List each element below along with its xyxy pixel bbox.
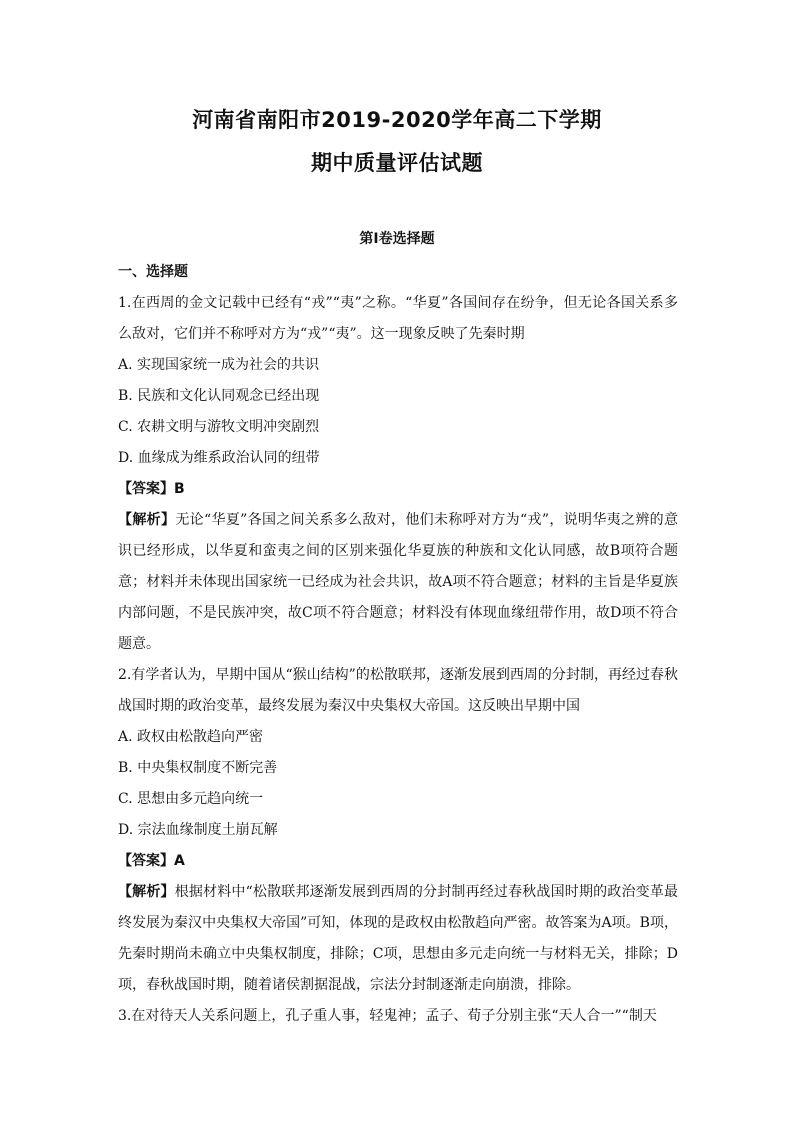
question-2-option-d: D. 宗法血缘制度土崩瓦解 [118,822,278,838]
section-title: 第Ⅰ卷选择题 [359,231,435,247]
question-2-analysis [118,877,678,1001]
question-2-option-b: B. 中央集权制度不断完善 [118,760,278,776]
question-1-option-d: D. 血缘成为维系政治认同的纽带 [118,450,320,466]
question-1-answer: 【答案】B [118,481,185,497]
part-heading: 一、选择题 [118,264,188,280]
document-title-line1: 河南省南阳市2019-2020学年高二下学期 [192,108,602,132]
analysis-text: 无论“华夏”各国之间关系多么敌对，他们未称呼对方为“戎”，说明华夷之辨的意识已经形成，以华夏和蛮夷之间的区别来强化华夏族的种族和文化认同感，故B项符合题意；材料并未体现出国家统一已经成为社会共识，故A项不符合题意；材料的主旨是华夏族内部问题，不是民族冲突，故C项不符合题意；材料没有体现血缘纽带作用，故D项不符合题意。 [118,512,678,652]
question-2-stem: 2.有学者认为，早期中国从“猴山结构”的松散联邦，逐渐发展到西周的分封制，再经过春秋战国时期的政治变革，最终发展为秦汉中央集权大帝国。这反映出早期中国 [118,667,678,714]
question-1-stem: 1.在西周的金文记载中已经有“戎”“夷”之称。“华夏”各国间存在纷争，但无论各国关系多么敌对，它们并不称呼对方为“戎”“夷”。这一现象反映了先秦时期 [118,295,678,342]
question-1-option-c: C. 农耕文明与游牧文明冲突剧烈 [118,419,320,435]
question-1-option-a: A. 实现国家统一成为社会的共识 [118,357,320,373]
analysis-label: 【解析】 [118,512,176,528]
document-title-line2: 期中质量评估试题 [311,151,483,175]
document-body [118,257,678,1032]
analysis-label: 【解析】 [118,884,175,900]
question-2-option-c: C. 思想由多元趋向统一 [118,791,264,807]
question-1-analysis [118,505,678,660]
analysis-text: 根据材料中“松散联邦逐渐发展到西周的分封制再经过春秋战国时期的政治变革最终发展为秦汉中央集权大帝国”可知，体现的是政权由松散趋向严密。故答案为A项。B项，先秦时期尚未确立中央集权制度，排除；C项，思想由多元走向统一与材料无关，排除；D项，春秋战国时期，随着诸侯割据混战，宗法分封制逐渐走向崩溃，排除。 [118,884,679,993]
question-2-answer: 【答案】A [118,853,185,869]
question-1-option-b: B. 民族和文化认同观念已经出现 [118,388,320,404]
question-2-option-a: A. 政权由松散趋向严密 [118,729,264,745]
question-3-stem: 3.在对待天人关系问题上，孔子重人事，轻鬼神；孟子、荀子分别主张“天人合一”“制天 [118,1008,657,1024]
